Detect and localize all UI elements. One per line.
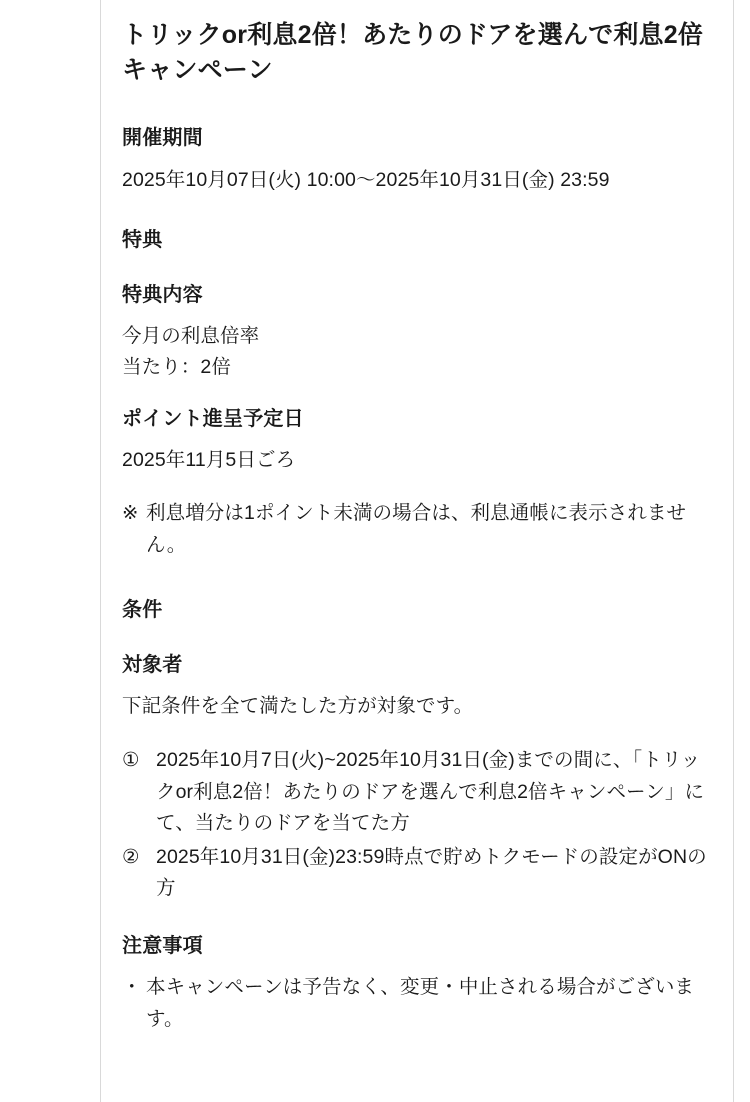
benefit-note-list xyxy=(122,498,711,561)
asterisk-note-icon: ※ xyxy=(122,502,139,525)
notices-heading: 注意事項 xyxy=(122,934,203,957)
list-item xyxy=(122,842,711,905)
section-spacer xyxy=(122,583,711,597)
conditions-list xyxy=(122,745,711,905)
point-date-value: 2025年11月5日ごろ xyxy=(122,448,296,471)
benefit-note-text: 利息増分は1ポイント未満の場合は、利息通帳に表示されません。 xyxy=(146,502,687,556)
benefit-detail-line-1: 今月の利息倍率 xyxy=(122,324,260,347)
conditions-heading: 条件 xyxy=(122,599,163,622)
condition-item-text: 2025年10月7日(火)~2025年10月31日(金)までの間に、「トリックor利息2倍！あたりのドアを選んで利息2倍キャンペーン」にて、当たりのドアを当てた方 xyxy=(156,749,705,835)
benefit-heading: 特典 xyxy=(122,228,163,251)
list-item xyxy=(122,498,711,561)
list-item xyxy=(122,972,711,1035)
notices-section xyxy=(122,933,711,1035)
period-section xyxy=(122,125,711,197)
conditions-section xyxy=(122,597,711,904)
benefit-detail-lines xyxy=(122,321,711,384)
condition-item-text: 2025年10月31日(金)23:59時点で貯めトクモードの設定がONの方 xyxy=(156,845,707,900)
target-heading: 対象者 xyxy=(122,654,183,677)
document-content xyxy=(101,0,733,1102)
period-value: 2025年10月07日(火) 10:00〜2025年10月31日(金) 23:59 xyxy=(122,169,610,191)
point-date-heading: ポイント進呈予定日 xyxy=(122,407,304,430)
benefit-detail-heading: 特典内容 xyxy=(122,283,203,306)
benefit-section xyxy=(122,227,711,562)
period-heading: 開催期間 xyxy=(122,127,203,149)
list-item xyxy=(122,745,711,840)
number-circle-one-icon: ① xyxy=(122,749,140,772)
bullet-icon: ・ xyxy=(122,975,142,998)
target-intro: 下記条件を全て満たした方が対象です。 xyxy=(122,695,474,718)
page-title: トリックor利息2倍！あたりのドアを選んで利息2倍キャンペーン xyxy=(122,21,704,84)
page-right-rule xyxy=(733,0,734,1102)
notices-list xyxy=(122,972,711,1035)
number-circle-two-icon: ② xyxy=(122,845,140,868)
benefit-detail-line-2: 当たり：2倍 xyxy=(122,356,231,379)
notice-item-text: 本キャンペーンは予告なく、変更・中止される場合がございます。 xyxy=(146,975,695,1030)
